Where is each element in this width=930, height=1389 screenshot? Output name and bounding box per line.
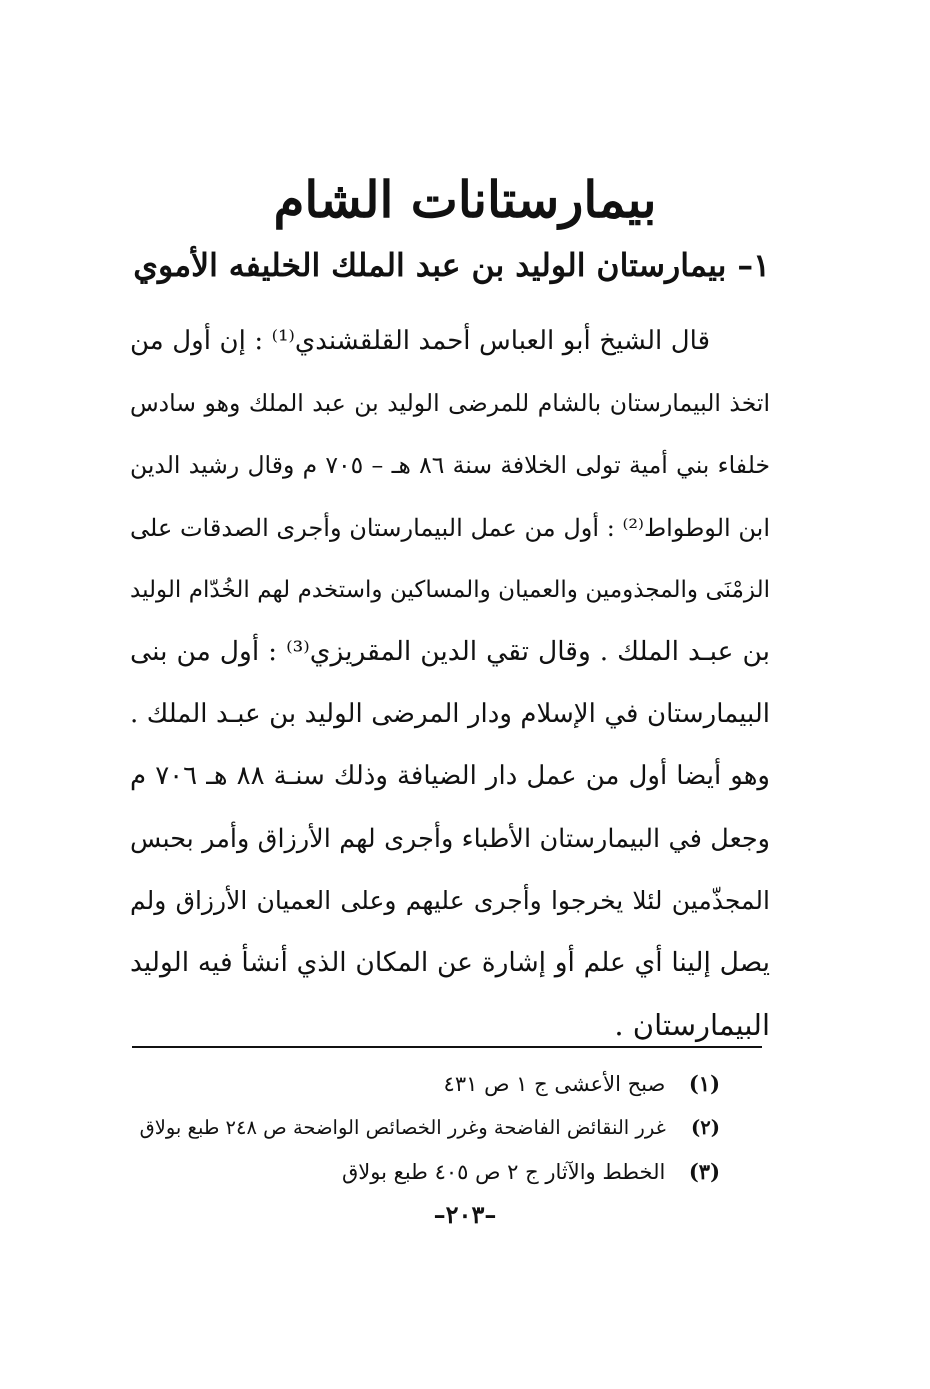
body-line: قال الشيخ أبو العباس أحمد القلقشندي⁽¹⁾ : إن أول من	[130, 326, 710, 356]
footnote-text: الخطط والآثار ج ٢ ص ٤٠٥ طبع بولاق	[342, 1160, 666, 1184]
page-number: –٢٠٣–	[433, 1200, 497, 1229]
footnote	[130, 1106, 720, 1150]
body-text	[130, 310, 770, 1056]
footnote	[130, 1062, 720, 1106]
body-line: المجذّمين لئلا يخرجوا وأجرى عليهم وعلى العميان الأرزاق ولم	[130, 885, 770, 915]
body-line: بن عبـد الملك . وقال تقي الدين المقريزي⁽³⁾ : أول من بنى	[130, 635, 771, 667]
section-heading: ١– بيمارستان الوليد بن عبد الملك الخليفه الأموي	[133, 247, 770, 284]
footnotes	[130, 1062, 720, 1194]
body-line: خلفاء بني أمية تولى الخلافة سنة ٨٦ هـ – ٧٠٥ م وقال رشيد الدين	[130, 451, 771, 480]
footnote-number: (٣)	[688, 1159, 720, 1184]
chapter-title: بيمارستانات الشام	[273, 170, 657, 229]
footnote-number: (١)	[688, 1071, 720, 1096]
body-line: اتخذ البيمارستان بالشام للمرضى الوليد بن عبد الملك وهو سادس	[130, 389, 770, 418]
body-line: وجعل في البيمارستان الأطباء وأجرى لهم الأرزاق وأمر بحبس	[130, 823, 770, 854]
footnote-text: غرر النقائض الفاضحة وغرر الخصائص الواضحة ص ٢٤٨ طبع بولاق	[139, 1116, 666, 1139]
footnote-number: (٢)	[691, 1116, 720, 1139]
footnote	[130, 1150, 720, 1194]
body-line: البيمارستان في الإسلام ودار المرضى الوليد بن عبـد الملك .	[130, 699, 770, 730]
footnote-text: صبح الأعشى ج ١ ص ٤٣١	[443, 1072, 666, 1096]
body-line: وهو أيضا أول من عمل دار الضيافة وذلك سنـة ٨٨ هـ ٧٠٦ م	[130, 761, 770, 792]
body-line: يصل إلينا أي علم أو إشارة عن المكان الذي أنشأ فيه الوليد	[130, 946, 770, 978]
body-line: ابن الوطواط⁽²⁾ : أول من عمل البيمارستان وأجرى الصدقات على	[130, 513, 770, 542]
body-line: الزمْنَى والمجذومين والعميان والمساكين واستخدم لهم الخُدّام الوليد	[130, 576, 770, 603]
footnote-divider	[132, 1046, 762, 1048]
body-line: البيمارستان .	[614, 1008, 770, 1043]
